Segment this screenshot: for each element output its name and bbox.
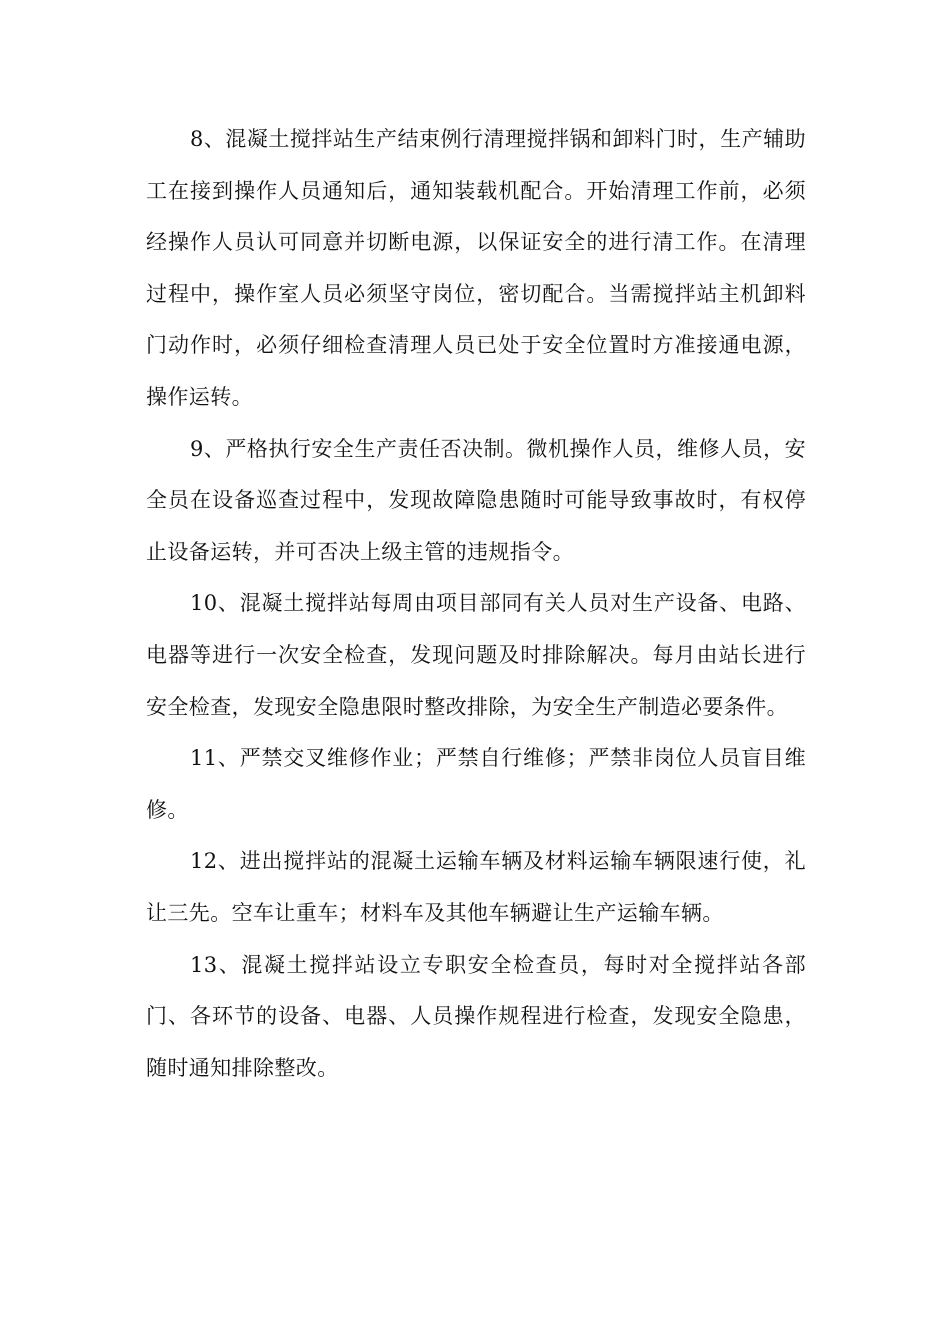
paragraph-item-11: 11、严禁交叉维修作业；严禁自行维修；严禁非岗位人员盲目维修。 <box>146 746 806 822</box>
paragraph-item-10: 10、混凝土搅拌站每周由项目部同有关人员对生产设备、电路、电器等进行一次安全检查，发现问题及时排除解决。每月由站长进行安全检查，发现安全隐患限时整改排除，为安全生产制造必要条件。 <box>146 591 806 719</box>
paragraph-item-9: 9、严格执行安全生产责任否决制。微机操作人员，维修人员，安全员在设备巡查过程中，发现故障隐患随时可能导致事故时，有权停止设备运转，并可否决上级主管的违规指令。 <box>146 436 806 564</box>
paragraph-item-12: 12、进出搅拌站的混凝土运输车辆及材料运输车辆限速行使，礼让三先。空车让重车；材料车及其他车辆避让生产运输车辆。 <box>146 849 806 925</box>
document-page <box>146 114 806 1094</box>
paragraph-item-13: 13、混凝土搅拌站设立专职安全检查员，每时对全搅拌站各部门、各环节的设备、电器、人员操作规程进行检查，发现安全隐患，随时通知排除整改。 <box>146 952 806 1080</box>
paragraph-item-8: 8、混凝土搅拌站生产结束例行清理搅拌锅和卸料门时，生产辅助工在接到操作人员通知后，通知装载机配合。开始清理工作前，必须经操作人员认可同意并切断电源，以保证安全的进行清工作。在清理过程中，操作室人员必须坚守岗位，密切配合。当需搅拌站主机卸料门动作时，必须仔细检查清理人员已处于安全位置时方准接通电源，操作运转。 <box>146 127 806 409</box>
